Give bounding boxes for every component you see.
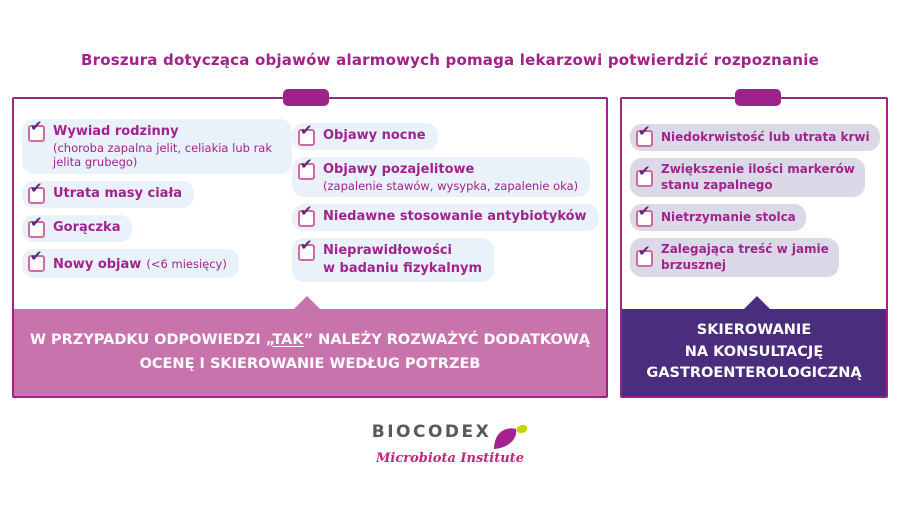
- symptom-column-2: [292, 123, 604, 289]
- symptom-title: Wywiad rodzinny: [53, 124, 179, 139]
- symptom-text: [53, 253, 227, 274]
- referral-line-1: SKIEROWANIE: [696, 321, 812, 338]
- symptom-title: Utrata masy ciała: [53, 186, 183, 202]
- referral-panel: [620, 97, 888, 398]
- checkbox-checked-icon: ✔: [28, 255, 45, 272]
- symptom-title: Niedokrwistość lub utrata krwi: [661, 129, 870, 144]
- symptom-title: Zalegająca treść w jamie: [661, 242, 829, 257]
- symptom-text: [323, 127, 426, 145]
- referral-bar: [622, 309, 886, 396]
- symptom-title-line2: stanu zapalnego: [661, 177, 773, 192]
- symptom-subtitle: (<6 miesięcy): [146, 257, 227, 272]
- panel-top-tab-icon: [735, 89, 781, 106]
- symptom-item-nocturnal: [292, 123, 438, 150]
- panel-top-tab-icon: [283, 89, 329, 106]
- tak-underlined: TAK: [272, 331, 304, 348]
- symptom-title-line2: brzusznej: [661, 257, 726, 272]
- symptom-title: Zwiększenie ilości markerów: [661, 162, 855, 176]
- checkbox-checked-icon: ✔: [28, 187, 45, 204]
- checkbox-checked-icon: ✔: [298, 210, 315, 227]
- checkbox-checked-icon: ✔: [636, 210, 653, 227]
- symptom-text: [323, 242, 482, 277]
- symptom-title: Niedawne stosowanie antybiotyków: [323, 209, 587, 225]
- checkbox-checked-icon: ✔: [298, 163, 315, 180]
- symptom-text: [53, 123, 280, 170]
- symptom-item-inflammatory-markers: [630, 158, 865, 197]
- symptom-item-new-symptom: [22, 249, 239, 278]
- biocodex-logo-row: [372, 424, 529, 450]
- symptom-text: [53, 185, 182, 203]
- symptom-text: [53, 219, 120, 237]
- checkbox-checked-icon: ✔: [28, 221, 45, 238]
- checkbox-checked-icon: ✔: [298, 129, 315, 146]
- symptom-text: [661, 242, 829, 273]
- checkbox-checked-icon: ✔: [636, 170, 653, 187]
- symptom-item-stool-incontinence: [630, 204, 806, 231]
- symptom-title: Nietrzymanie stolca: [661, 209, 796, 224]
- symptom-item-fever: [22, 215, 132, 242]
- symptom-item-extraintestinal: [292, 157, 590, 197]
- symptom-item-antibiotics: [292, 204, 599, 231]
- biocodex-logo: [0, 424, 900, 466]
- symptom-subtitle: (zapalenie stawów, wysypka, zapalenie oka): [323, 178, 579, 193]
- symptom-item-anemia: [630, 124, 880, 151]
- biocodex-brand-text: BIOCODEX: [371, 422, 492, 442]
- symptom-item-weight-loss: [22, 181, 194, 208]
- symptom-item-physical-exam: [292, 238, 494, 281]
- symptom-text: [323, 161, 578, 193]
- recommendation-bar: [14, 309, 606, 396]
- checkbox-checked-icon: ✔: [636, 250, 653, 267]
- referral-line-2: NA KONSULTACJĘ: [684, 343, 824, 360]
- biocodex-leaf-icon: [494, 424, 528, 450]
- recommendation-line-1: W PRZYPADKU ODPOWIEDZI „TAK” NALEŻY ROZWAŻYĆ DODATKOWĄ: [29, 331, 591, 348]
- checkbox-checked-icon: ✔: [636, 130, 653, 147]
- symptom-item-family-history: [22, 119, 292, 174]
- symptom-text: [323, 208, 587, 226]
- alarm-symptoms-panel: [12, 97, 608, 398]
- symptom-column-1: [22, 119, 292, 285]
- symptom-title: Nowy objaw: [53, 257, 142, 273]
- symptom-subtitle: (choroba zapalna jelit, celiakia lub rak jelita grubego): [53, 140, 273, 170]
- checkbox-checked-icon: ✔: [298, 244, 315, 261]
- symptom-title: Gorączka: [53, 220, 121, 236]
- symptom-item-abdominal-mass: [630, 238, 839, 277]
- recommendation-line-2: OCENĘ I SKIEROWANIE WEDŁUG POTRZEB: [139, 355, 481, 372]
- referral-line-3: GASTROENTEROLOGICZNĄ: [646, 365, 862, 382]
- checkbox-checked-icon: ✔: [28, 125, 45, 142]
- arrow-up-icon: [294, 296, 320, 309]
- symptom-title: Nieprawidłowości: [323, 243, 453, 259]
- symptom-text: [661, 162, 855, 193]
- symptom-text: [661, 130, 870, 146]
- referral-column: [630, 124, 880, 284]
- symptom-title-line2: w badaniu fizykalnym: [323, 261, 483, 277]
- biocodex-tagline: Microbiota Institute: [376, 451, 524, 466]
- page-title: Broszura dotycząca objawów alarmowych pomaga lekarzowi potwierdzić rozpoznanie: [81, 51, 819, 69]
- symptom-title: Objawy nocne: [323, 128, 426, 143]
- symptom-title: Objawy pozajelitowe: [323, 162, 475, 177]
- arrow-up-icon: [744, 296, 770, 309]
- symptom-text: [661, 210, 796, 226]
